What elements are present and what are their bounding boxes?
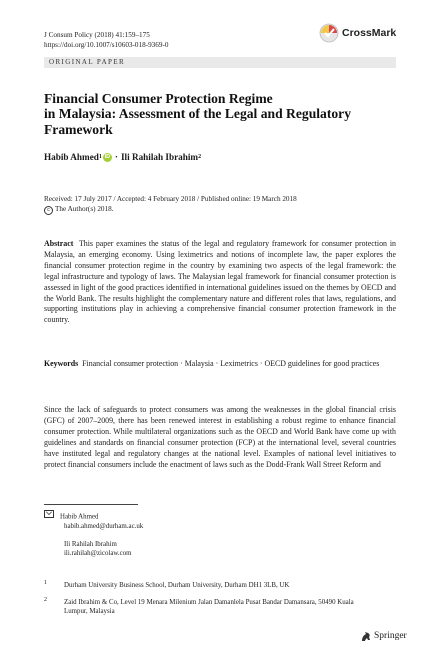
abstract-text: This paper examines the status of the legal and regulatory framework for consumer protection in Malaysia, an emerging economy. Using leximetrics and notions of incomplete law, the paper explores the financial consumer protection regime in the country by examining two aspects of the legal framework: the legal infrastructure and typology of laws. The Malaysian legal framework for financial consumer protection is assessed in light of the good practices identified in international guidelines issued on the themes by OECD and the World Bank. The results highlight the complementary nature and different roles that laws, regulations, and supporting institutions play in achieving a comprehensive financial consumer protection framework in the country. [44,239,396,325]
publisher-name: Springer [374,631,407,641]
contact-email[interactable]: habib.ahmed@durham.ac.uk [64,522,144,530]
orcid-icon[interactable]: iD [104,153,111,160]
footnote-divider [44,504,138,505]
contact-email[interactable]: ili.rahilah@zicolaw.com [64,550,132,558]
affiliation-number: 2 [44,597,47,603]
publisher-logo [360,630,407,642]
correspondence-block [44,510,143,559]
crossmark-icon [319,23,339,43]
author-name[interactable]: Habib Ahmed [44,152,99,162]
journal-line: J Consum Policy (2018) 41:159–175 [44,31,150,39]
affiliation-text: Durham University Business School, Durham University, Durham DH1 3LB, UK [64,582,290,589]
publication-history: Received: 17 July 2017 / Accepted: 4 February 2018 / Published online: 19 March 2018 [44,195,297,203]
body-paragraph: Since the lack of safeguards to protect consumers was among the weaknesses in the global financial crisis (GFC) of 2007–2009, there has been renewed interest in establishing a robust regime to enhance financial consumer protection. While multilateral organizations such as the OECD and World Bank have come up with guidelines and standards on financial consumer protection (FCP) at the international level, several countries have instituted legal and regulatory changes at the national level. Examples of national level initiatives to protect financial consumers include the enactment of laws such as the Dodd-Frank Wall Street Reform and [44,405,396,469]
author-name[interactable]: Ili Rahilah Ibrahim [120,152,199,162]
article-dates [44,194,297,215]
article-type-label: ORIGINAL PAPER [49,58,126,66]
springer-horse-icon [360,630,372,642]
copyright-icon: c [44,206,53,215]
affiliation-ref: 2 [198,154,202,160]
article-type-bar [44,57,396,68]
affiliation-ref: 1 [98,154,102,160]
copyright-line [44,204,297,215]
crossmark-label: CrossMark [342,27,397,39]
doi-link[interactable]: https://doi.org/10.1007/s10603-018-9369-0 [44,40,169,49]
title-line-1: Financial Consumer Protection Regime [44,91,273,106]
keywords [44,359,396,370]
envelope-icon [44,510,54,518]
affiliation-2 [44,598,364,617]
keywords-text: Financial consumer protection · Malaysia · Leximetrics · OECD guidelines for good practices [82,359,380,368]
crossmark-badge[interactable] [319,23,396,43]
affiliation-1 [44,581,396,590]
author-separator: · [114,152,118,162]
abstract-label: Abstract [44,239,74,248]
affiliation-number: 1 [44,580,47,586]
journal-citation [44,31,168,50]
paper-title [44,91,384,137]
title-line-3: Framework [44,121,113,137]
title-line-2: in Malaysia: Assessment of the Legal and Regulatory [44,106,351,122]
keywords-label: Keywords [44,359,79,368]
contact-name: Ili Rahilah Ibrahim [64,541,117,549]
abstract [44,239,396,326]
author-list [44,152,201,162]
copyright-text: The Author(s) 2018. [55,205,114,213]
contact-name: Habib Ahmed [60,513,99,521]
affiliation-text: Zaid Ibrahim & Co, Level 19 Menara Milenium Jalan Damanlela Pusat Bandar Damansara, 50490 Kuala Lumpur, Malaysia [64,599,354,616]
